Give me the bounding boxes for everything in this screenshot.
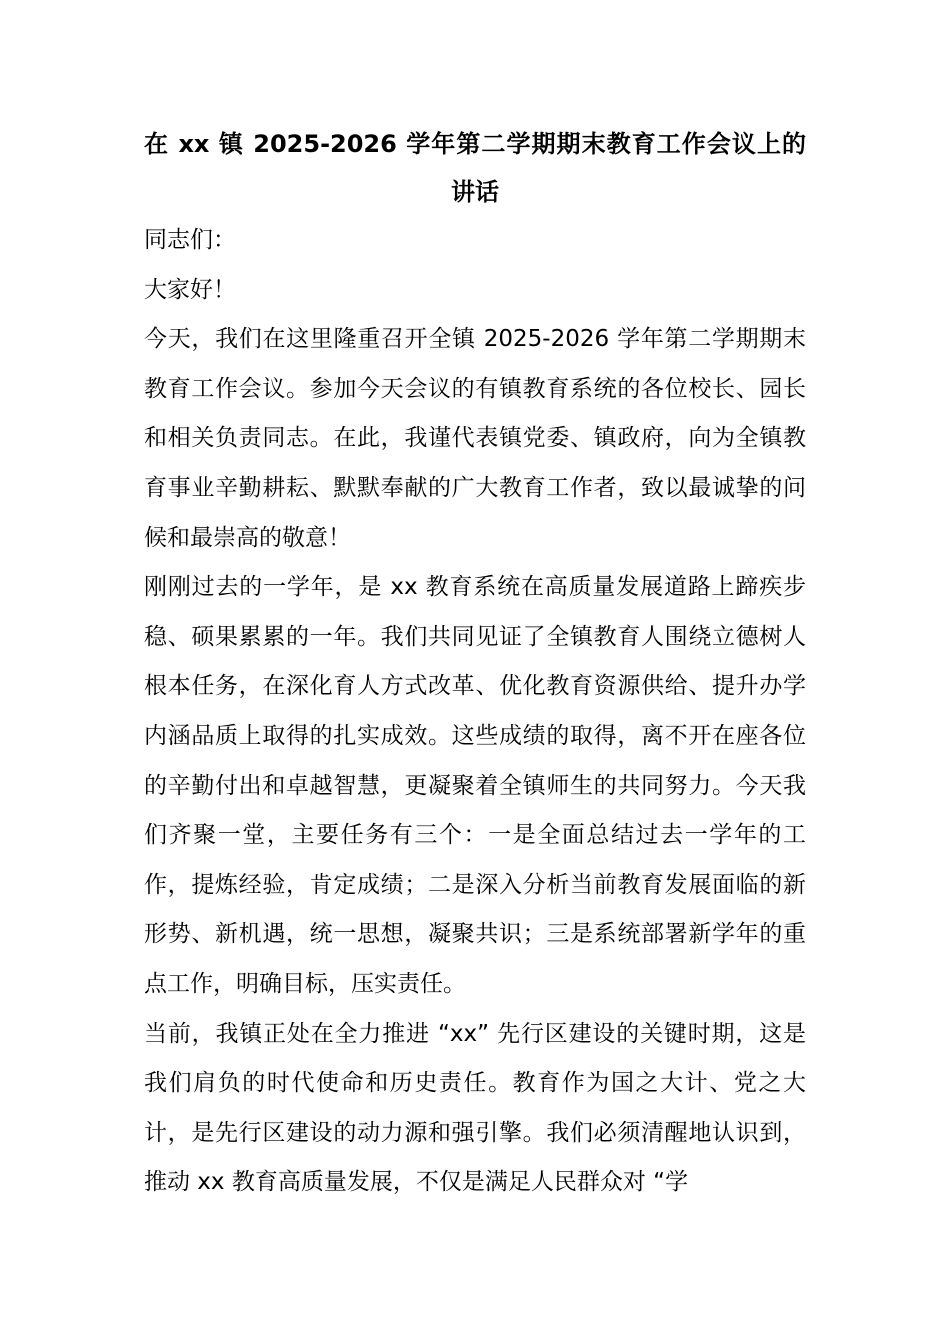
paragraph-opening: 今天，我们在这里隆重召开全镇 2025-2026 学年第二学期期末教育工作会议。参加今天会议的有镇教育系统的各位校长、园长和相关负责同志。在此，我谨代表镇党委、镇政府，向为全镇教育事业辛勤耕耘、默默奉献的广大教育工作者，致以最诚挚的问候和最崇高的敬意！ xyxy=(144,326,806,551)
greeting: 大家好！ xyxy=(144,276,236,303)
paragraph-situation: 当前，我镇正处在全力推进 “xx” 先行区建设的关键时期，这是我们肩负的时代使命和历史责任。教育作为国之大计、党之大计，是先行区建设的动力源和强引擎。我们必须清醒地认识到，推动 xx 教育高质量发展，不仅是满足人民群众对 “学 xyxy=(144,1020,806,1196)
salutation: 同志们： xyxy=(144,227,236,253)
document-body xyxy=(144,216,806,1208)
document-title: 在 xx 镇 2025-2026 学年第二学期期末教育工作会议上的讲话 xyxy=(144,130,806,206)
paragraph-review: 刚刚过去的一学年，是 xx 教育系统在高质量发展道路上蹄疾步稳、硕果累累的一年。我们共同见证了全镇教育人围绕立德树人根本任务，在深化育人方式改革、优化教育资源供给、提升办学内涵品质上取得的扎实成效。这些成绩的取得，离不开在座各位的辛勤付出和卓越智慧，更凝聚着全镇师生的共同努力。今天我们齐聚一堂，主要任务有三个：一是全面总结过去一学年的工作，提炼经验，肯定成绩；二是深入分析当前教育发展面临的新形势、新机遇，统一思想，凝聚共识；三是系统部署新学年的重点工作，明确目标，压实责任。 xyxy=(144,574,806,997)
